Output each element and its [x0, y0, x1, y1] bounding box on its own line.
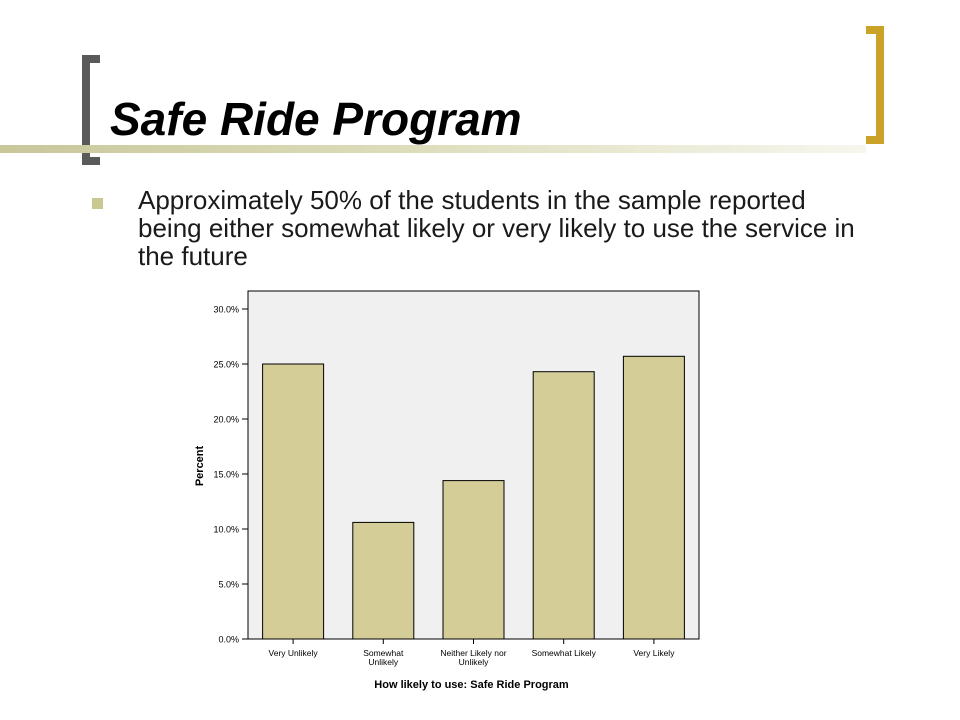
x-tick-label: Very Unlikely — [268, 648, 318, 658]
x-axis-title: How likely to use: Safe Ride Program — [374, 679, 569, 691]
slide-title: Safe Ride Program — [110, 93, 522, 145]
bar — [263, 364, 324, 639]
y-axis-title: Percent — [194, 445, 206, 487]
x-tick-label: Somewhat — [363, 648, 404, 658]
y-tick-label: 15.0% — [213, 469, 239, 480]
x-tick-label: Unlikely — [458, 657, 489, 667]
y-tick-label: 20.0% — [213, 414, 239, 425]
x-tick-label: Somewhat Likely — [531, 648, 596, 658]
y-tick-label: 10.0% — [213, 524, 239, 535]
y-tick-label: 30.0% — [213, 304, 239, 315]
bar — [443, 481, 504, 639]
y-tick-label: 0.0% — [218, 634, 239, 645]
bar — [353, 522, 414, 639]
x-tick-label: Very Likely — [633, 648, 675, 658]
bar — [533, 372, 594, 639]
x-tick-label: Neither Likely nor — [440, 648, 507, 658]
bullet-text: Approximately 50% of the students in the sample reported being either somewhat likely or very likely to use the service in the future — [138, 185, 855, 271]
y-tick-label: 5.0% — [218, 579, 239, 590]
y-tick-label: 25.0% — [213, 359, 239, 370]
bar — [623, 356, 684, 639]
x-tick-label: Unlikely — [368, 657, 399, 667]
